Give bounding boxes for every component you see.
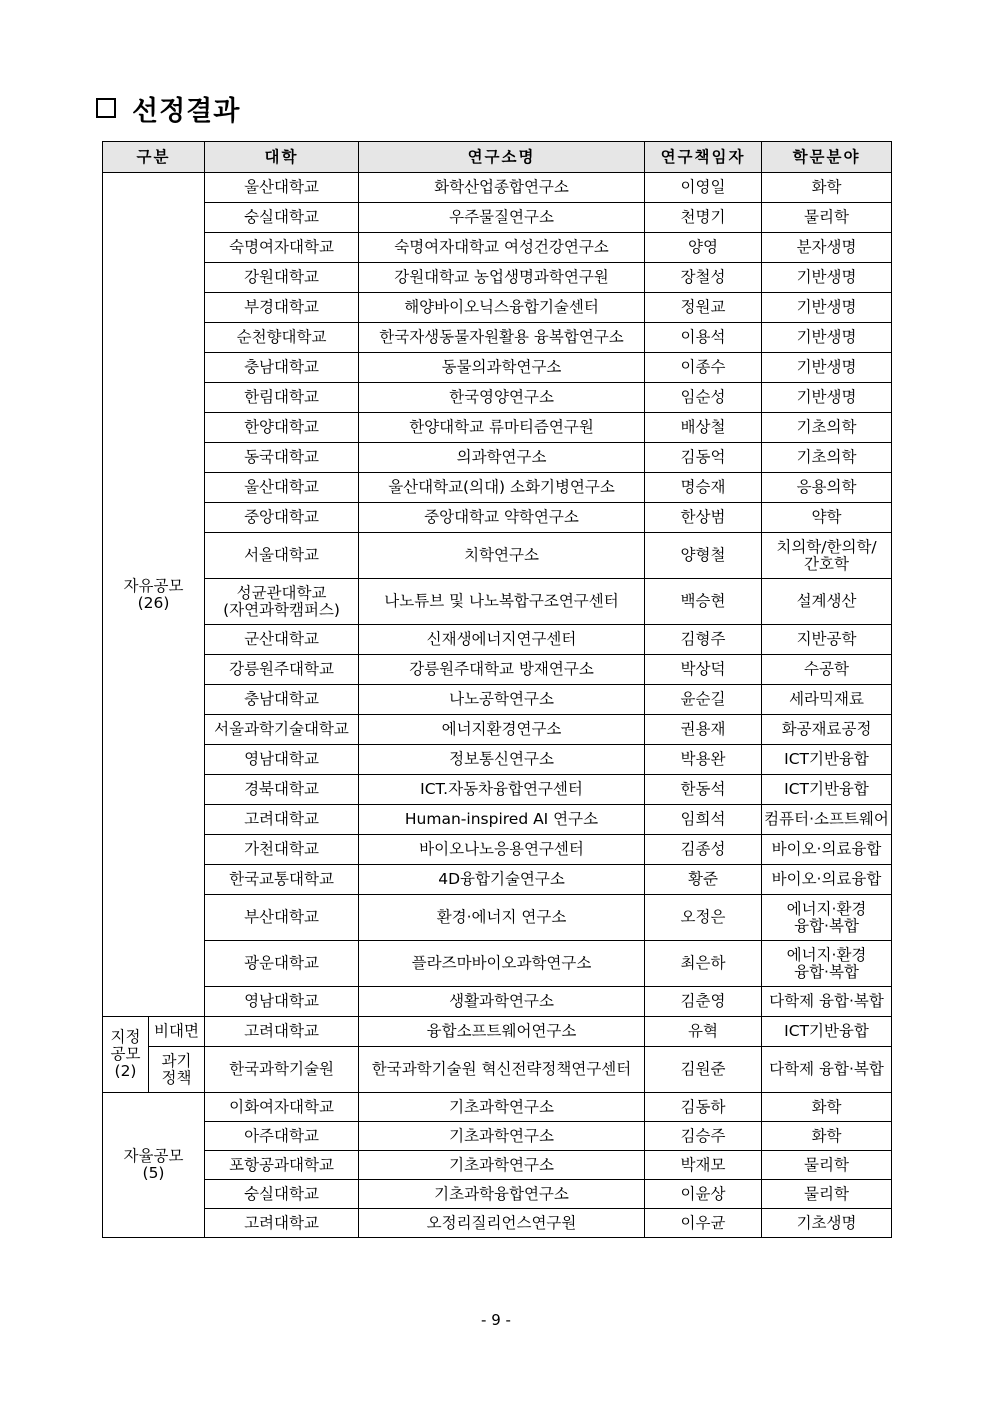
table-row: [103, 835, 892, 865]
cell-univ: [205, 579, 359, 625]
cell-field: 기반생명: [762, 353, 892, 383]
cell-inst: 치학연구소: [359, 533, 645, 579]
cell-pi: 이윤상: [645, 1180, 762, 1209]
cell-field: 설계생산: [762, 579, 892, 625]
cell-univ: 광운대학교: [205, 941, 359, 987]
group-autonomous: [103, 1093, 205, 1238]
cell-field: 기초의학: [762, 413, 892, 443]
cell-inst: 생활과학연구소: [359, 987, 645, 1017]
table-row: [103, 775, 892, 805]
cell-pi: 최은하: [645, 941, 762, 987]
table-row: [103, 413, 892, 443]
cell-pi: 김승주: [645, 1122, 762, 1151]
cell-univ: 울산대학교: [205, 173, 359, 203]
cell-inst: 강원대학교 농업생명과학연구원: [359, 263, 645, 293]
cell-inst: 신재생에너지연구센터: [359, 625, 645, 655]
cell-pi: 임순성: [645, 383, 762, 413]
cell-pi: 이우균: [645, 1209, 762, 1238]
checkbox-icon: [96, 98, 116, 118]
cell-inst: 한국자생동물자원활용 융복합연구소: [359, 323, 645, 353]
cell-field: 기반생명: [762, 383, 892, 413]
cell-pi: 한상범: [645, 503, 762, 533]
cell-pi: 이영일: [645, 173, 762, 203]
cell-univ: 한림대학교: [205, 383, 359, 413]
cell-field: 화학: [762, 1122, 892, 1151]
cell-univ: 부경대학교: [205, 293, 359, 323]
table-row: [103, 715, 892, 745]
cell-pi: 박상덕: [645, 655, 762, 685]
table-row: [103, 745, 892, 775]
cell-univ: 경북대학교: [205, 775, 359, 805]
cell-pi: 양형철: [645, 533, 762, 579]
cell-field: 기반생명: [762, 323, 892, 353]
table-row: [103, 987, 892, 1017]
cell-univ: 충남대학교: [205, 353, 359, 383]
group-designated: [103, 1017, 149, 1093]
table-row: [103, 503, 892, 533]
cell-inst: 의과학연구소: [359, 443, 645, 473]
table-header-row: [103, 142, 892, 173]
cell-field: 다학제 융합·복합: [762, 1047, 892, 1093]
cell-univ: 군산대학교: [205, 625, 359, 655]
header-university: 대학: [205, 142, 359, 173]
cell-field-line1: 에너지·환경: [786, 945, 867, 964]
cell-pi: 김종성: [645, 835, 762, 865]
cell-field: ICT기반융합: [762, 1017, 892, 1047]
page-number: - 9 -: [481, 1311, 511, 1329]
cell-inst: 플라즈마바이오과학연구소: [359, 941, 645, 987]
cell-field-line2: 융합·복합: [794, 962, 859, 981]
cell-field-line1: 에너지·환경: [786, 899, 867, 918]
cell-field: 물리학: [762, 1151, 892, 1180]
cell-field: 화학: [762, 173, 892, 203]
cell-pi: 김형주: [645, 625, 762, 655]
cell-field: ICT기반융합: [762, 745, 892, 775]
cell-univ: 포항공과대학교: [205, 1151, 359, 1180]
group-free-count: (26): [137, 593, 170, 612]
cell-univ: 울산대학교: [205, 473, 359, 503]
table-row: [103, 533, 892, 579]
cell-field: 약학: [762, 503, 892, 533]
table-row: [103, 1047, 892, 1093]
cell-inst: 울산대학교(의대) 소화기병연구소: [359, 473, 645, 503]
cell-pi: 장철성: [645, 263, 762, 293]
cell-univ: 한양대학교: [205, 413, 359, 443]
cell-pi: 배상철: [645, 413, 762, 443]
cell-univ: 고려대학교: [205, 805, 359, 835]
cell-field: ICT기반융합: [762, 775, 892, 805]
cell-inst: 우주물질연구소: [359, 203, 645, 233]
table-row: [103, 941, 892, 987]
table-row: [103, 579, 892, 625]
cell-field-line2: 간호학: [804, 554, 849, 573]
cell-inst: 기초과학연구소: [359, 1093, 645, 1122]
cell-inst: 환경·에너지 연구소: [359, 895, 645, 941]
table-row: [103, 353, 892, 383]
table-row: [103, 443, 892, 473]
cell-field: 컴퓨터·소프트웨어: [762, 805, 892, 835]
table-row: [103, 233, 892, 263]
cell-univ: 고려대학교: [205, 1017, 359, 1047]
cell-univ: 숭실대학교: [205, 203, 359, 233]
cell-pi: 권용재: [645, 715, 762, 745]
cell-univ: 숭실대학교: [205, 1180, 359, 1209]
cell-inst: 나노공학연구소: [359, 685, 645, 715]
cell-inst: 화학산업종합연구소: [359, 173, 645, 203]
table-row: [103, 1122, 892, 1151]
table-row: [103, 473, 892, 503]
cell-inst: 동물의과학연구소: [359, 353, 645, 383]
cell-univ: 영남대학교: [205, 987, 359, 1017]
header-field: 학문분야: [762, 142, 892, 173]
cell-pi: 양영: [645, 233, 762, 263]
cell-field: 세라믹재료: [762, 685, 892, 715]
subgroup-science-policy-line1: 과기: [161, 1051, 192, 1070]
cell-inst: ICT.자동차융합연구센터: [359, 775, 645, 805]
cell-univ: 동국대학교: [205, 443, 359, 473]
cell-univ: 한국과학기술원: [205, 1047, 359, 1093]
cell-field: 물리학: [762, 1180, 892, 1209]
table-row: [103, 1093, 892, 1122]
table-row: [103, 203, 892, 233]
table-row: [103, 685, 892, 715]
table-row: [103, 383, 892, 413]
cell-univ: 강원대학교: [205, 263, 359, 293]
table-row: [103, 323, 892, 353]
cell-univ: 가천대학교: [205, 835, 359, 865]
group-designated-line2: 공모: [110, 1045, 141, 1063]
cell-pi: 임희석: [645, 805, 762, 835]
cell-univ-line1: 성균관대학교: [236, 583, 327, 602]
cell-inst: 융합소프트웨어연구소: [359, 1017, 645, 1047]
header-pi: 연구책임자: [645, 142, 762, 173]
cell-field-line2: 융합·복합: [794, 916, 859, 935]
cell-inst: 한국과학기술원 혁신전략정책연구센터: [359, 1047, 645, 1093]
cell-field: 바이오·의료융합: [762, 835, 892, 865]
cell-pi: 김춘영: [645, 987, 762, 1017]
cell-pi: 윤순길: [645, 685, 762, 715]
cell-inst: 해양바이오닉스융합기술센터: [359, 293, 645, 323]
cell-inst: 바이오나노응용연구센터: [359, 835, 645, 865]
cell-inst: 중앙대학교 약학연구소: [359, 503, 645, 533]
cell-field: 기반생명: [762, 263, 892, 293]
cell-pi: 오정은: [645, 895, 762, 941]
cell-univ: 숙명여자대학교: [205, 233, 359, 263]
table-row: [103, 1209, 892, 1238]
cell-inst: 나노튜브 및 나노복합구조연구센터: [359, 579, 645, 625]
cell-inst: 강릉원주대학교 방재연구소: [359, 655, 645, 685]
cell-pi: 백승현: [645, 579, 762, 625]
cell-field: 기반생명: [762, 293, 892, 323]
cell-pi: 이종수: [645, 353, 762, 383]
cell-univ: 서울대학교: [205, 533, 359, 579]
cell-pi: 박재모: [645, 1151, 762, 1180]
cell-field: [762, 941, 892, 987]
table-row: [103, 1017, 892, 1047]
cell-pi: 박용완: [645, 745, 762, 775]
cell-inst: Human-inspired AI 연구소: [359, 805, 645, 835]
cell-pi: 명승재: [645, 473, 762, 503]
cell-univ: 이화여자대학교: [205, 1093, 359, 1122]
cell-field: 바이오·의료융합: [762, 865, 892, 895]
subgroup-science-policy-line2: 정책: [161, 1068, 192, 1087]
cell-field: 기초생명: [762, 1209, 892, 1238]
cell-inst: 한양대학교 류마티즘연구원: [359, 413, 645, 443]
section-heading: [96, 90, 240, 126]
cell-univ: 순천향대학교: [205, 323, 359, 353]
header-institute: 연구소명: [359, 142, 645, 173]
cell-univ: 아주대학교: [205, 1122, 359, 1151]
cell-pi: 이용석: [645, 323, 762, 353]
group-designated-count: (2): [114, 1062, 137, 1080]
header-category: 구분: [103, 142, 205, 173]
cell-pi: 김원준: [645, 1047, 762, 1093]
cell-inst: 오정리질리언스연구원: [359, 1209, 645, 1238]
group-free-name: 자유공모: [123, 576, 184, 595]
cell-field: 분자생명: [762, 233, 892, 263]
cell-inst: 한국영양연구소: [359, 383, 645, 413]
cell-inst: 기초과학연구소: [359, 1151, 645, 1180]
cell-field: 기초의학: [762, 443, 892, 473]
cell-inst: 정보통신연구소: [359, 745, 645, 775]
cell-inst: 4D융합기술연구소: [359, 865, 645, 895]
table-row: [103, 865, 892, 895]
cell-inst: 숙명여자대학교 여성건강연구소: [359, 233, 645, 263]
group-autonomous-name: 자율공모: [123, 1147, 184, 1165]
table-row: [103, 1180, 892, 1209]
subgroup-science-policy: [149, 1047, 205, 1093]
cell-univ: 부산대학교: [205, 895, 359, 941]
cell-field: [762, 895, 892, 941]
group-free: [103, 173, 205, 1017]
table-row: [103, 1151, 892, 1180]
cell-field: 응용의학: [762, 473, 892, 503]
cell-pi: 한동석: [645, 775, 762, 805]
table-row: [103, 263, 892, 293]
table-row: [103, 625, 892, 655]
cell-field: [762, 533, 892, 579]
group-designated-line1: 지정: [110, 1028, 141, 1046]
cell-inst: 에너지환경연구소: [359, 715, 645, 745]
table-row: [103, 173, 892, 203]
table-row: [103, 805, 892, 835]
cell-field: 화공재료공정: [762, 715, 892, 745]
cell-pi: 유혁: [645, 1017, 762, 1047]
table-row: [103, 293, 892, 323]
table-row: [103, 655, 892, 685]
cell-univ: 서울과학기술대학교: [205, 715, 359, 745]
cell-pi: 황준: [645, 865, 762, 895]
heading-title: 선정결과: [132, 95, 241, 127]
cell-univ: 한국교통대학교: [205, 865, 359, 895]
cell-univ: 중앙대학교: [205, 503, 359, 533]
cell-univ: 강릉원주대학교: [205, 655, 359, 685]
cell-field: 화학: [762, 1093, 892, 1122]
cell-field: 다학제 융합·복합: [762, 987, 892, 1017]
cell-field: 수공학: [762, 655, 892, 685]
cell-inst: 기초과학연구소: [359, 1122, 645, 1151]
cell-pi: 정원교: [645, 293, 762, 323]
cell-univ: 영남대학교: [205, 745, 359, 775]
cell-univ-line2: (자연과학캠퍼스): [223, 600, 340, 619]
group-autonomous-count: (5): [142, 1164, 165, 1182]
cell-inst: 기초과학융합연구소: [359, 1180, 645, 1209]
subgroup-untact: 비대면: [149, 1017, 205, 1047]
cell-pi: 김동하: [645, 1093, 762, 1122]
cell-pi: 천명기: [645, 203, 762, 233]
cell-univ: 고려대학교: [205, 1209, 359, 1238]
cell-univ: 충남대학교: [205, 685, 359, 715]
results-table: [102, 141, 892, 1238]
cell-pi: 김동억: [645, 443, 762, 473]
cell-field: 지반공학: [762, 625, 892, 655]
cell-field: 물리학: [762, 203, 892, 233]
cell-field-line1: 치의학/한의학/: [776, 537, 877, 556]
table-row: [103, 895, 892, 941]
